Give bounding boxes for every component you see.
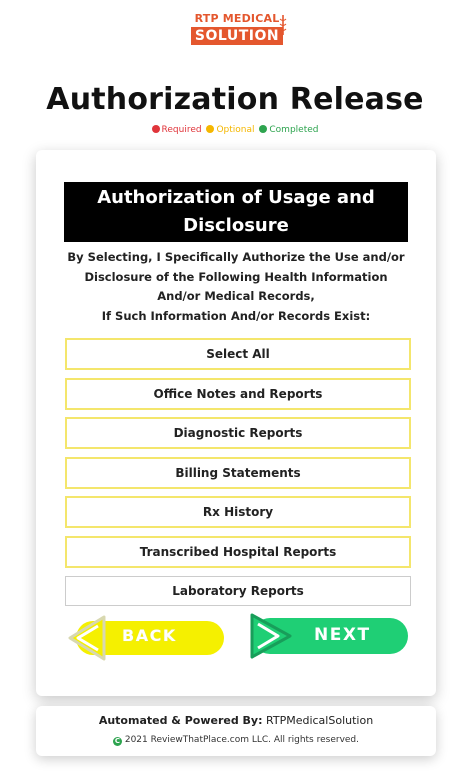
desc-line: Disclosure of the Following Health Information [84,269,388,284]
desc-line: And/or Medical Records, [157,289,315,303]
next-arrow-icon [246,612,296,660]
powered-name[interactable]: RTPMedicalSolution [266,714,374,727]
option-select-all[interactable]: Select All [65,338,411,370]
legend-optional-label: Optional [216,125,255,135]
option-diagnostic-reports[interactable]: Diagnostic Reports [65,417,411,449]
desc-line: By Selecting, I Specifically Authorize the Use and/or [67,250,405,264]
back-label: BACK [122,626,177,645]
powered-by [36,714,436,728]
option-laboratory-reports[interactable]: Laboratory Reports [65,576,411,606]
legend-completed-label: Completed [269,125,319,135]
logo-line1: RTP MEDICAL [194,12,280,25]
legend-completed [259,125,318,135]
desc-line: If Such Information And/or Records Exist: [101,308,371,323]
rtp-logo [184,12,290,46]
caduceus-icon [278,14,288,36]
logo-line2: SOLUTION [191,27,283,45]
card-header-line1: Authorization of Usage and [97,187,375,208]
card-header [64,182,408,242]
green-dot-icon [259,125,267,133]
option-office-notes[interactable]: Office Notes and Reports [65,378,411,410]
footer [36,706,436,756]
powered-prefix: Automated & Powered By: [98,714,263,727]
yellow-dot-icon [206,125,214,133]
legend-optional [206,125,257,135]
option-rx-history[interactable]: Rx History [65,496,411,528]
option-transcribed-hospital-reports[interactable]: Transcribed Hospital Reports [65,536,411,568]
authorization-card [36,150,436,696]
option-billing-statements[interactable]: Billing Statements [65,457,411,489]
legend-required [152,125,205,135]
back-button[interactable] [64,614,224,658]
back-arrow-icon [64,614,110,662]
status-legend [0,124,470,136]
copyright-icon: C [114,737,121,745]
red-dot-icon [152,125,160,133]
copyright-text: 2021 ReviewThatPlace.com LLC. All rights reserved. [124,735,360,745]
next-label: NEXT [314,625,371,645]
next-button[interactable] [246,612,408,658]
page-title: Authorization Release [46,82,424,117]
legend-required-label: Required [161,125,202,135]
card-header-line2: Disclosure [183,215,289,236]
copyright [36,734,436,746]
card-description [56,248,416,326]
